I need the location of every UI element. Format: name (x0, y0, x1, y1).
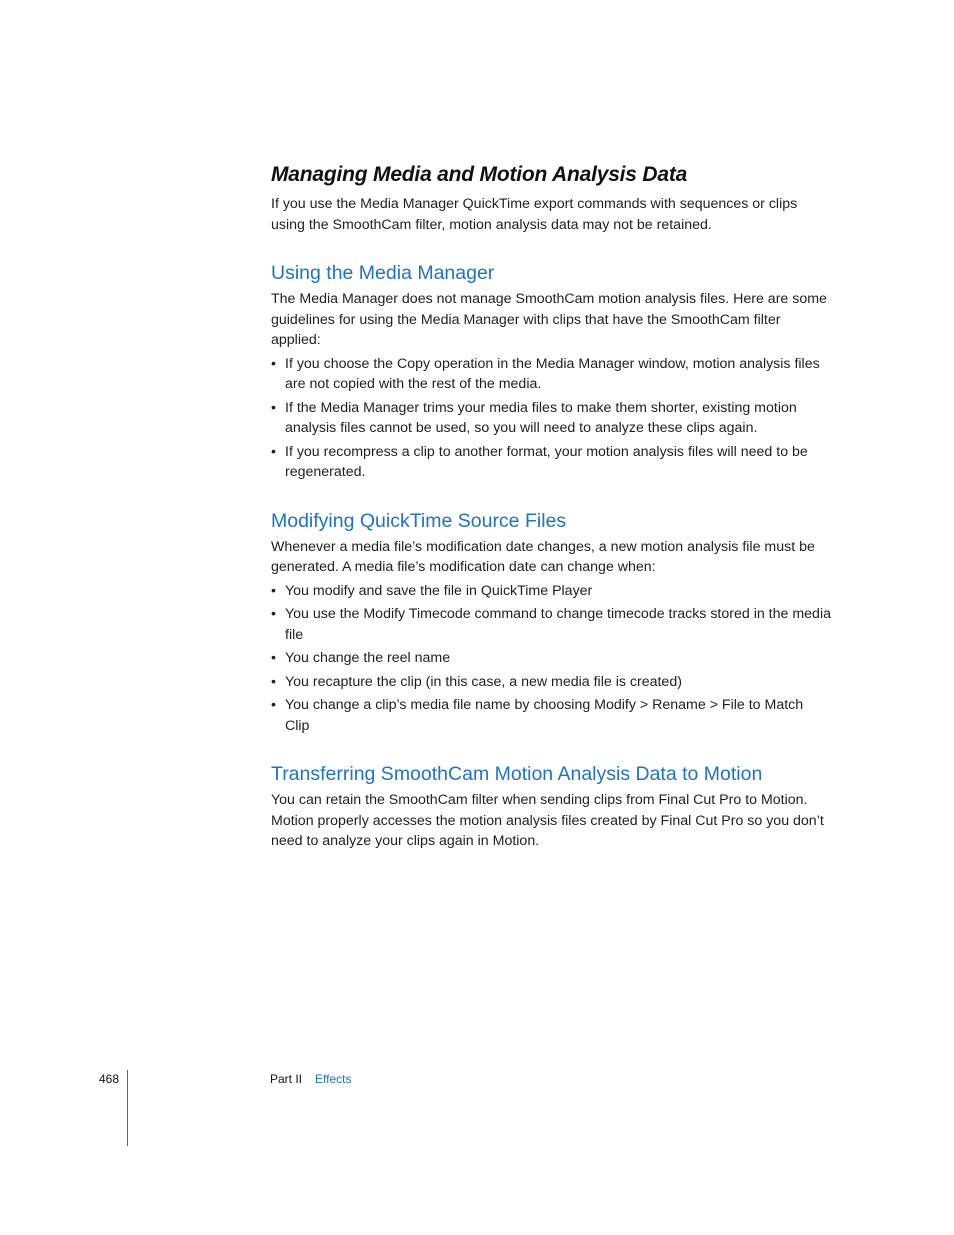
list-item: • If you recompress a clip to another format, your motion analysis files will need to be regenerated. (271, 443, 808, 480)
bullet-icon: • (271, 443, 276, 460)
list-item: • You recapture the clip (in this case, a new media file is created) (271, 672, 831, 693)
chapter-intro: If you use the Media Manager QuickTime export commands with sequences or clips using the SmoothCam filter, motion analysis data may not be retained. (271, 196, 798, 233)
footer-section-label: Effects (315, 1072, 352, 1086)
list-item: • You change the reel name (271, 648, 831, 669)
chapter-title: Managing Media and Motion Analysis Data (271, 163, 688, 186)
bullet-list-media-manager (271, 354, 831, 483)
list-item: • If the Media Manager trims your media files to make them shorter, existing motion analysis files cannot be used, so you will need to analyze these clips again. (271, 399, 797, 436)
section-heading-media-manager: Using the Media Manager (271, 262, 495, 284)
section-heading-transferring-to-motion: Transferring SmoothCam Motion Analysis Data to Motion (271, 763, 763, 785)
footer-divider (127, 1070, 128, 1146)
bullet-icon: • (271, 582, 276, 599)
list-item: • You use the Modify Timecode command to change timecode tracks stored in the media file (271, 606, 831, 643)
page-number: 468 (99, 1072, 120, 1086)
section-heading-quicktime-source: Modifying QuickTime Source Files (271, 509, 567, 532)
bullet-icon: • (271, 697, 276, 713)
bullet-icon: • (271, 673, 276, 690)
section-intro-transferring-to-motion: You can retain the SmoothCam filter when sending clips from Final Cut Pro to Motion. Motion properly accesses the motion analysis files created by Final Cut Pro so you don’t need to analyze your clips again in Motion. (271, 792, 824, 849)
section-intro-quicktime-source: Whenever a media file’s modification date changes, a new motion analysis file must be generated. A media file’s modification date can change when: (271, 538, 815, 575)
bullet-icon: • (271, 650, 276, 666)
footer-part-label: Part II (270, 1072, 303, 1086)
bullet-list-quicktime-source (271, 581, 831, 737)
list-item: • If you choose the Copy operation in the Media Manager window, motion analysis files are not copied with the rest of the media. (271, 355, 820, 392)
page-content (271, 160, 831, 852)
bullet-icon: • (271, 606, 276, 622)
list-item: • You modify and save the file in QuickTime Player (271, 581, 831, 602)
section-intro-media-manager: The Media Manager does not manage SmoothCam motion analysis files. Here are some guidelines for using the Media Manager with clips that have the SmoothCam filter applied: (271, 291, 827, 348)
list-item: • You change a clip’s media file name by choosing Modify > Rename > File to Match Clip (271, 697, 804, 734)
bullet-icon: • (271, 399, 276, 416)
bullet-icon: • (271, 355, 276, 372)
